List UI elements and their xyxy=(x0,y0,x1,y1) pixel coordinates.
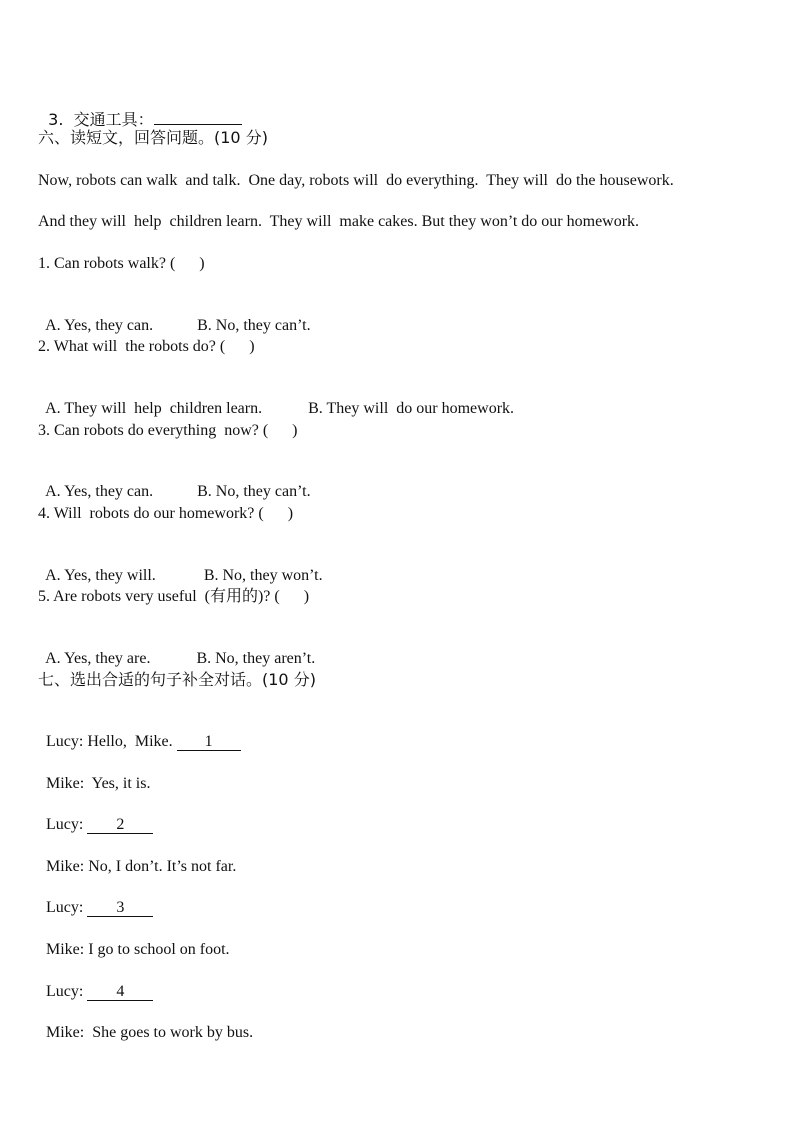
speaker-lucy: Lucy: xyxy=(46,899,88,916)
section-6-heading: 六、读短文，回答问题。(10 分) xyxy=(38,128,268,147)
dialogue-text: Hello, Mike. xyxy=(87,733,177,750)
dialogue-line-1 xyxy=(38,712,241,752)
option-b[interactable]: B. No, they can’t. xyxy=(197,483,311,500)
dialogue-line-6 xyxy=(38,920,230,960)
answer-blank[interactable] xyxy=(154,108,242,125)
option-a[interactable]: A. They will help children learn. xyxy=(45,400,263,417)
speaker-mike: Mike: xyxy=(46,1024,89,1041)
item-3-label: 3. 交通工具： xyxy=(48,110,154,129)
speaker-mike: Mike: xyxy=(46,858,89,875)
dialogue-line-8 xyxy=(38,1003,253,1043)
dialogue-text: Yes, it is. xyxy=(88,775,151,792)
option-a[interactable]: A. Yes, they can. xyxy=(45,317,154,334)
passage-line-1: Now, robots can walk and talk. One day, robots will do everything. They will do the housework. xyxy=(38,172,674,189)
question-5-options xyxy=(38,629,315,669)
item-3-line xyxy=(38,88,242,130)
option-a[interactable]: A. Yes, they are. xyxy=(45,650,151,667)
question-1-options xyxy=(38,296,311,336)
question-4: 4. Will robots do our homework? ( ) xyxy=(38,505,294,522)
question-3: 3. Can robots do everything now? ( ) xyxy=(38,422,298,439)
dialogue-text: She goes to work by bus. xyxy=(88,1024,254,1041)
dialogue-line-2 xyxy=(38,754,150,794)
section-7-heading: 七、选出合适的句子补全对话。(10 分) xyxy=(38,670,316,689)
question-3-options xyxy=(38,462,311,502)
answer-blank-2[interactable]: 2 xyxy=(87,816,153,834)
speaker-lucy: Lucy: xyxy=(46,733,88,750)
dialogue-line-3 xyxy=(38,795,153,835)
option-b[interactable]: B. No, they can’t. xyxy=(197,317,311,334)
speaker-mike: Mike: xyxy=(46,941,89,958)
option-a[interactable]: A. Yes, they will. xyxy=(45,567,156,584)
option-a[interactable]: A. Yes, they can. xyxy=(45,483,154,500)
dialogue-text: No, I don’t. It’s not far. xyxy=(88,858,237,875)
question-5: 5. Are robots very useful (有用的)? ( ) xyxy=(38,588,310,605)
dialogue-line-4 xyxy=(38,837,236,877)
speaker-lucy: Lucy: xyxy=(46,983,88,1000)
dialogue-line-7 xyxy=(38,962,153,1002)
option-b[interactable]: B. No, they won’t. xyxy=(203,567,323,584)
answer-blank-4[interactable]: 4 xyxy=(87,983,153,1001)
speaker-lucy: Lucy: xyxy=(46,816,88,833)
option-b[interactable]: B. No, they aren’t. xyxy=(196,650,316,667)
speaker-mike: Mike: xyxy=(46,775,89,792)
question-1: 1. Can robots walk? ( ) xyxy=(38,255,205,272)
answer-blank-1[interactable]: 1 xyxy=(177,733,241,751)
option-b[interactable]: B. They will do our homework. xyxy=(308,400,515,417)
dialogue-line-5 xyxy=(38,878,153,918)
passage-line-2: And they will help children learn. They will make cakes. But they won’t do our homework. xyxy=(38,213,640,230)
dialogue-text: I go to school on foot. xyxy=(88,941,230,958)
question-2-options xyxy=(38,379,514,419)
answer-blank-3[interactable]: 3 xyxy=(87,899,153,917)
question-4-options xyxy=(38,546,323,586)
question-2: 2. What will the robots do? ( ) xyxy=(38,338,255,355)
